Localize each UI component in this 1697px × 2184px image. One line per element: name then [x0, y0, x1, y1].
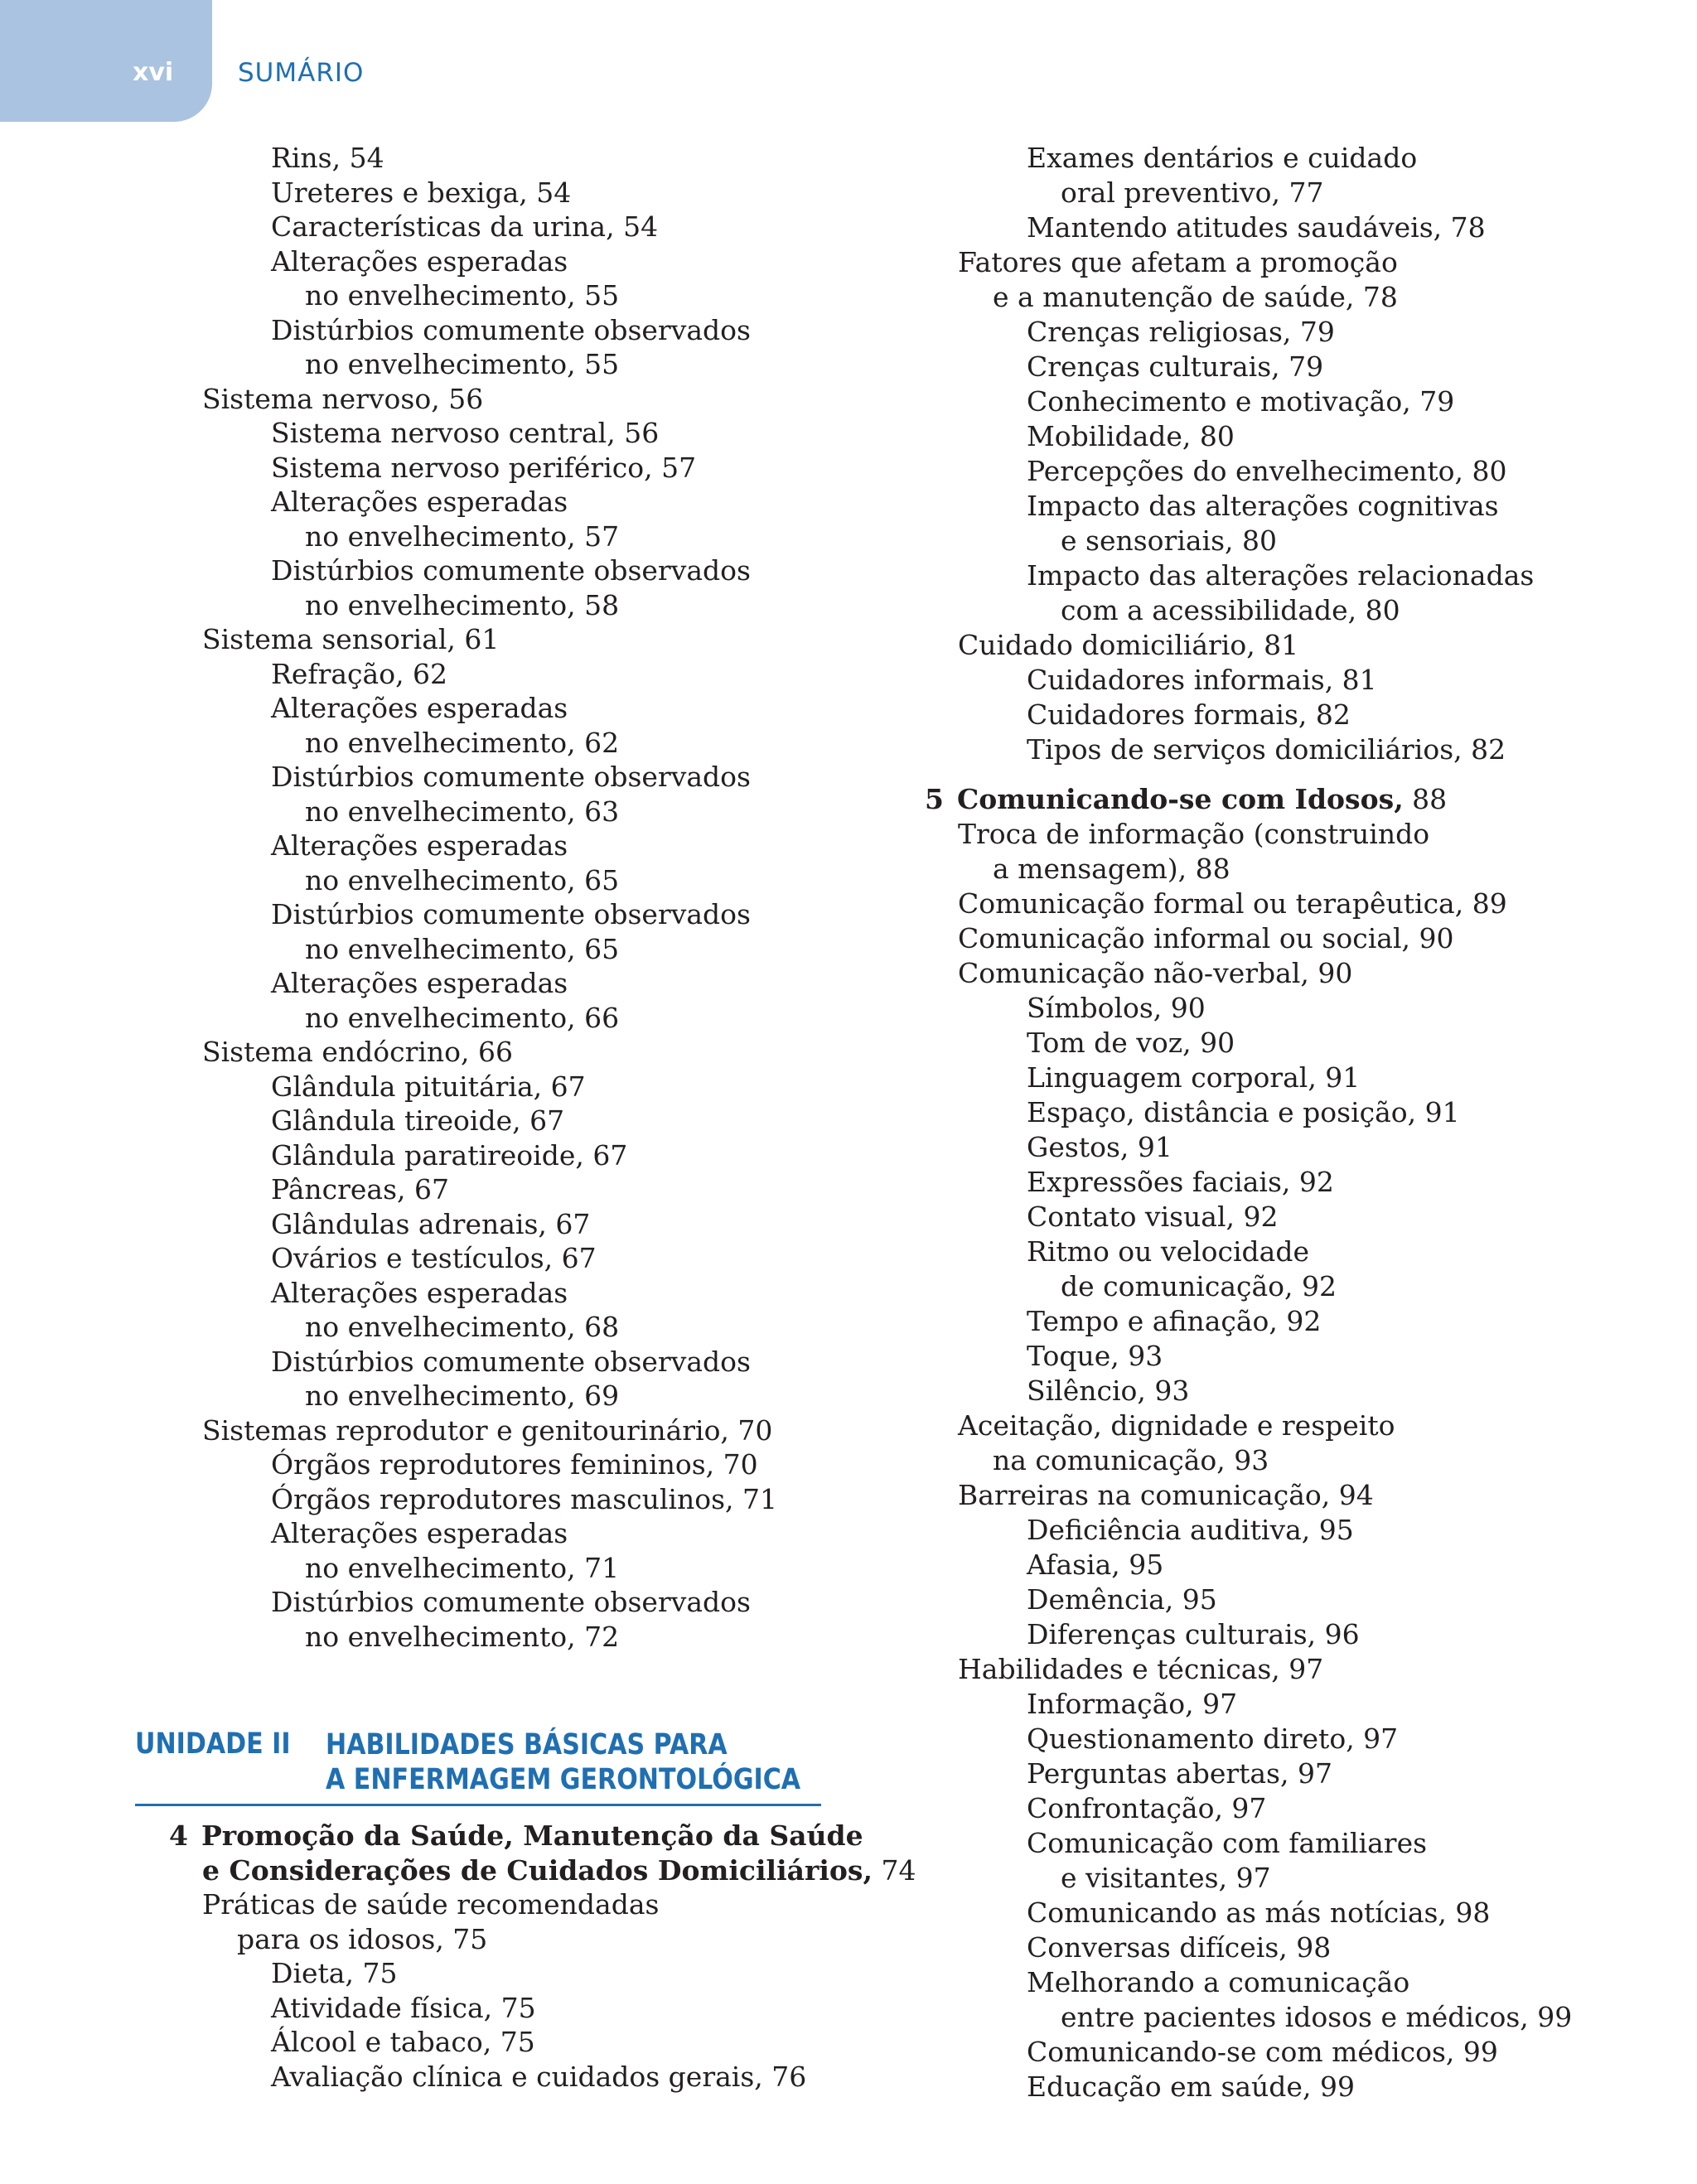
toc-entry-text: Tempo e afinação, 92 — [1027, 1305, 1322, 1337]
toc-entry — [1061, 593, 1400, 628]
page-number-tab — [0, 0, 212, 122]
toc-entry — [958, 956, 1352, 991]
toc-entry-text: Símbolos, 90 — [1027, 992, 1206, 1024]
toc-entry — [271, 1447, 758, 1482]
toc-entry — [271, 1138, 627, 1173]
toc-entry — [1027, 489, 1499, 524]
toc-entry-text: Afasia, 95 — [1027, 1549, 1164, 1581]
toc-entry-text: e visitantes, 97 — [1061, 1862, 1271, 1894]
toc-entry-text: e sensoriais, 80 — [1061, 524, 1278, 557]
toc-entry-text: Educação em saúde, 99 — [1027, 2070, 1355, 2103]
toc-entry — [958, 817, 1429, 852]
toc-entry — [1027, 1756, 1332, 1791]
toc-entry-text: oral preventivo, 77 — [1061, 176, 1324, 209]
toc-chapter-entry — [169, 1819, 863, 1853]
toc-entry — [271, 897, 751, 932]
toc-entry — [305, 1379, 619, 1413]
toc-entry-text: Sistema sensorial, 61 — [202, 623, 500, 655]
toc-entry-text: Mantendo atitudes saudáveis, 78 — [1027, 211, 1486, 244]
toc-entry — [1027, 1235, 1309, 1269]
toc-entry — [305, 795, 619, 829]
toc-entry-text: Órgãos reprodutores femininos, 70 — [271, 1448, 758, 1481]
toc-entry — [271, 1482, 777, 1517]
toc-entry-text: Comunicação formal ou terapêutica, 89 — [958, 887, 1507, 920]
toc-entry — [271, 1241, 597, 1276]
toc-entry — [958, 1652, 1323, 1687]
toc-entry-text: na comunicação, 93 — [993, 1444, 1269, 1476]
toc-entry — [958, 921, 1453, 956]
toc-entry-text: de comunicação, 92 — [1061, 1270, 1337, 1302]
toc-entry-text: Tom de voz, 90 — [1027, 1027, 1235, 1059]
toc-entry — [271, 1172, 449, 1207]
toc-entry — [1027, 384, 1454, 419]
toc-entry — [1027, 350, 1323, 384]
toc-entry — [1027, 2070, 1355, 2104]
toc-entry-text: Dieta, 75 — [271, 1957, 398, 1989]
toc-entry-text: Tipos de serviços domiciliários, 82 — [1027, 733, 1506, 766]
toc-entry-text: Linguagem corporal, 91 — [1027, 1061, 1361, 1094]
toc-entry — [271, 1956, 397, 1991]
toc-entry — [305, 1551, 619, 1586]
toc-entry — [1027, 2035, 1498, 2070]
toc-entry — [271, 966, 568, 1001]
toc-entry — [1027, 1095, 1460, 1130]
toc-entry — [1027, 558, 1534, 593]
toc-entry-text: no envelhecimento, 68 — [305, 1311, 620, 1343]
toc-entry-text: Sistemas reprodutor e genitourinário, 70 — [202, 1413, 773, 1447]
toc-entry-text: Alterações esperadas — [271, 1276, 568, 1309]
toc-entry — [271, 1585, 751, 1620]
toc-chapter-entry — [925, 782, 1447, 817]
toc-entry — [305, 1620, 619, 1655]
toc-entry — [271, 1207, 590, 1242]
toc-entry-text: Ovários e testículos, 67 — [271, 1242, 597, 1274]
toc-entry-text: Demência, 95 — [1027, 1583, 1217, 1616]
toc-entry-text: Álcool e tabaco, 75 — [271, 2026, 535, 2058]
toc-entry — [1061, 524, 1277, 558]
toc-entry-text: no envelhecimento, 55 — [305, 279, 620, 312]
toc-entry — [271, 141, 384, 176]
toc-entry — [271, 1104, 564, 1138]
toc-entry — [1027, 1826, 1427, 1861]
toc-entry-text: Impacto das alterações relacionadas — [1027, 559, 1535, 592]
toc-entry — [271, 657, 447, 692]
toc-entry-text: Silêncio, 93 — [1027, 1375, 1190, 1407]
toc-entry-text: no envelhecimento, 69 — [305, 1379, 620, 1412]
chapter-title: Comunicando-se com Idosos, — [956, 783, 1404, 815]
toc-entry-text: Percepções do envelhecimento, 80 — [1027, 455, 1507, 487]
toc-entry-text: Informação, 97 — [1027, 1688, 1238, 1720]
unit-title — [326, 1727, 800, 1797]
toc-entry — [958, 245, 1398, 280]
toc-entry-text: Perguntas abertas, 97 — [1027, 1757, 1332, 1790]
toc-entry — [1027, 141, 1417, 176]
unit-divider — [135, 1804, 821, 1806]
toc-entry-text: Impacto das alterações cognitivas — [1027, 490, 1499, 522]
toc-entry — [202, 1035, 513, 1070]
toc-entry — [271, 1345, 751, 1379]
running-header-title: SUMÁRIO — [238, 58, 365, 88]
toc-entry-text: Glândulas adrenais, 67 — [271, 1207, 591, 1240]
toc-entry — [271, 829, 568, 863]
toc-entry-text: Espaço, distância e posição, 91 — [1027, 1096, 1460, 1128]
toc-entry — [271, 2025, 535, 2060]
toc-entry — [271, 176, 571, 210]
toc-entry — [271, 1070, 586, 1104]
toc-entry — [958, 887, 1507, 921]
toc-entry — [271, 416, 659, 451]
toc-entry-text: Cuidadores informais, 81 — [1027, 664, 1377, 696]
toc-entry — [271, 451, 696, 486]
page-number: xvi — [133, 58, 174, 87]
toc-entry-text: e a manutenção de saúde, 78 — [993, 281, 1398, 313]
toc-entry-text: Exames dentários e cuidado — [1027, 142, 1418, 174]
toc-entry-text: Deficiência auditiva, 95 — [1027, 1514, 1354, 1546]
toc-entry-text: entre pacientes idosos e médicos, 99 — [1061, 2001, 1573, 2033]
toc-entry-text: Gestos, 91 — [1027, 1131, 1172, 1163]
toc-entry — [1027, 732, 1506, 767]
toc-entry — [271, 1276, 568, 1311]
toc-entry — [305, 1310, 619, 1345]
toc-entry-text: 74 — [873, 1853, 916, 1887]
toc-entry — [271, 1516, 568, 1551]
toc-entry-text: Comunicação com familiares — [1027, 1827, 1428, 1859]
toc-entry — [958, 628, 1298, 663]
toc-entry — [305, 588, 619, 623]
toc-entry — [305, 347, 619, 382]
toc-entry-text: Refração, 62 — [271, 657, 448, 690]
toc-entry-text: Distúrbios comumente observados — [271, 1586, 751, 1618]
toc-entry-text: no envelhecimento, 72 — [305, 1620, 620, 1653]
toc-entry-text: Distúrbios comumente observados — [271, 313, 751, 346]
toc-entry-text: Contato visual, 92 — [1027, 1201, 1279, 1233]
toc-entry — [1027, 1374, 1189, 1408]
toc-entry-text: Crenças culturais, 79 — [1027, 350, 1324, 383]
toc-entry-text: Toque, 93 — [1027, 1340, 1163, 1372]
toc-entry-text: 88 — [1403, 783, 1448, 815]
toc-entry — [305, 932, 619, 967]
toc-entry-text: Alterações esperadas — [271, 692, 568, 724]
toc-entry-text: Características da urina, 54 — [271, 210, 659, 243]
toc-entry-text: Alterações esperadas — [271, 829, 568, 862]
unit-title-line-2: A ENFERMAGEM GERONTOLÓGICA — [326, 1763, 801, 1796]
toc-entry — [993, 852, 1230, 887]
toc-entry — [202, 1887, 659, 1922]
toc-entry-text: Órgãos reprodutores masculinos, 71 — [271, 1482, 777, 1515]
toc-entry — [305, 1001, 619, 1036]
toc-entry-text: Sistema nervoso, 56 — [202, 382, 484, 415]
toc-entry-text: no envelhecimento, 63 — [305, 795, 620, 828]
toc-entry-text: Comunicando-se com médicos, 99 — [1027, 2036, 1498, 2068]
toc-entry — [1027, 1896, 1490, 1930]
toc-entry — [1027, 1548, 1163, 1582]
toc-entry-text: no envelhecimento, 58 — [305, 588, 620, 621]
toc-entry-text: Conversas difíceis, 98 — [1027, 1931, 1332, 1964]
toc-entry — [305, 863, 619, 898]
toc-entry-text: Distúrbios comumente observados — [271, 554, 751, 587]
toc-entry — [1027, 1722, 1398, 1756]
toc-entry-text: Glândula tireoide, 67 — [271, 1104, 565, 1137]
toc-entry-text: a mensagem), 88 — [993, 853, 1230, 885]
toc-entry-text: Conhecimento e motivação, 79 — [1027, 385, 1455, 418]
toc-entry — [1027, 210, 1486, 245]
toc-entry-text: Alterações esperadas — [271, 486, 568, 518]
toc-entry-text: Mobilidade, 80 — [1027, 420, 1235, 452]
toc-entry-text: Ureteres e bexiga, 54 — [271, 176, 572, 209]
toc-entry — [1027, 698, 1351, 732]
toc-entry — [237, 1922, 487, 1957]
toc-entry — [1027, 1165, 1334, 1200]
toc-entry-text: Distúrbios comumente observados — [271, 898, 751, 930]
toc-entry-text: no envelhecimento, 62 — [305, 726, 620, 759]
toc-entry-text: Avaliação clínica e cuidados gerais, 76 — [271, 2060, 807, 2093]
toc-entry — [271, 485, 568, 519]
toc-entry — [202, 1413, 772, 1448]
toc-entry — [271, 244, 568, 279]
toc-entry — [1027, 1304, 1321, 1339]
toc-entry — [1027, 1513, 1354, 1548]
toc-entry-text: no envelhecimento, 57 — [305, 519, 620, 553]
toc-entry-text: no envelhecimento, 55 — [305, 348, 620, 380]
toc-entry-text: Glândula pituitária, 67 — [271, 1070, 586, 1103]
toc-entry-text: no envelhecimento, 71 — [305, 1551, 620, 1584]
toc-entry-text: Alterações esperadas — [271, 244, 568, 278]
toc-entry — [1027, 1687, 1237, 1722]
toc-entry-text: no envelhecimento, 65 — [305, 932, 620, 965]
toc-entry-text: Comunicação não-verbal, 90 — [958, 957, 1353, 989]
toc-entry — [1027, 1617, 1360, 1652]
toc-entry — [271, 313, 751, 348]
toc-entry — [271, 691, 568, 726]
unit-label: UNIDADE II — [135, 1727, 291, 1761]
toc-entry-text: Glândula paratireoide, 67 — [271, 1138, 628, 1172]
toc-entry — [271, 553, 751, 588]
toc-entry — [1027, 1339, 1163, 1374]
toc-entry-text: com a acessibilidade, 80 — [1061, 594, 1400, 626]
chapter-number: 5 — [925, 783, 944, 815]
toc-entry-text: Ritmo ou velocidade — [1027, 1235, 1310, 1268]
toc-entry-text: Distúrbios comumente observados — [271, 1345, 751, 1378]
toc-entry — [1027, 1930, 1331, 1965]
toc-entry — [1027, 1200, 1279, 1235]
toc-entry — [202, 1853, 916, 1888]
toc-entry-text: Atividade física, 75 — [271, 1991, 536, 2024]
toc-entry-text: Alterações esperadas — [271, 1517, 568, 1549]
toc-entry-text: Questionamento direto, 97 — [1027, 1723, 1399, 1755]
toc-entry-text: Aceitação, dignidade e respeito — [958, 1409, 1395, 1442]
unit-title-line-1: HABILIDADES BÁSICAS PARA — [326, 1728, 728, 1761]
toc-entry-text: Distúrbios comumente observados — [271, 761, 751, 793]
chapter-number: 4 — [169, 1819, 188, 1852]
toc-entry — [1061, 1269, 1337, 1304]
toc-entry — [1027, 1061, 1360, 1095]
toc-entry-text: no envelhecimento, 65 — [305, 863, 620, 896]
toc-entry-text: Pâncreas, 67 — [271, 1173, 450, 1206]
toc-entry — [271, 760, 751, 795]
toc-entry-text: Sistema endócrino, 66 — [202, 1036, 514, 1068]
toc-entry — [1027, 315, 1335, 350]
toc-entry — [305, 278, 619, 313]
toc-entry-text: no envelhecimento, 66 — [305, 1001, 620, 1034]
toc-entry-text: Expressões faciais, 92 — [1027, 1166, 1334, 1198]
toc-entry — [1061, 2000, 1572, 2035]
toc-entry-text: Barreiras na comunicação, 94 — [958, 1479, 1374, 1511]
toc-entry-text: Cuidadores formais, 82 — [1027, 698, 1351, 731]
toc-entry-text: Habilidades e técnicas, 97 — [958, 1653, 1324, 1685]
toc-entry — [1027, 454, 1506, 489]
toc-entry-text: Comunicação informal ou social, 90 — [958, 922, 1454, 954]
chapter-title: e Considerações de Cuidados Domiciliários, — [202, 1853, 873, 1887]
toc-entry-text: Diferenças culturais, 96 — [1027, 1618, 1360, 1650]
toc-entry — [1027, 1130, 1172, 1165]
toc-entry — [305, 519, 619, 554]
toc-entry — [271, 2060, 806, 2095]
toc-entry-text: Melhorando a comunicação — [1027, 1966, 1410, 1998]
toc-entry — [1027, 419, 1235, 454]
toc-entry-text: para os idosos, 75 — [237, 1922, 488, 1955]
toc-entry-text: Sistema nervoso central, 56 — [271, 417, 660, 449]
toc-entry — [1027, 1582, 1217, 1617]
toc-entry-text: Crenças religiosas, 79 — [1027, 316, 1335, 348]
toc-entry-text: Práticas de saúde recomendadas — [202, 1888, 660, 1921]
toc-entry — [1061, 1861, 1271, 1896]
toc-entry — [305, 726, 619, 761]
toc-entry-text: Troca de informação (construindo — [958, 818, 1430, 850]
toc-entry — [1027, 1026, 1235, 1061]
toc-entry-text: Alterações esperadas — [271, 967, 568, 999]
toc-entry — [202, 382, 483, 417]
toc-entry — [958, 1478, 1374, 1513]
toc-entry-text: Confrontação, 97 — [1027, 1792, 1267, 1824]
toc-entry-text: Fatores que afetam a promoção — [958, 246, 1398, 278]
toc-entry-text: Rins, 54 — [271, 142, 384, 174]
toc-entry — [202, 622, 499, 657]
toc-entry — [1027, 1965, 1409, 2000]
chapter-title: Promoção da Saúde, Manutenção da Saúde — [201, 1819, 863, 1852]
toc-entry — [958, 1408, 1395, 1443]
toc-entry-text: Sistema nervoso periférico, 57 — [271, 451, 697, 484]
toc-entry-text: Comunicando as más notícias, 98 — [1027, 1897, 1491, 1929]
toc-entry — [1027, 1791, 1266, 1826]
toc-entry — [993, 280, 1398, 315]
toc-entry — [1027, 991, 1206, 1026]
toc-entry — [271, 210, 658, 244]
toc-entry — [271, 1991, 536, 2026]
toc-entry — [1027, 663, 1377, 698]
toc-entry — [1061, 176, 1324, 210]
toc-entry-text: Cuidado domiciliário, 81 — [958, 629, 1299, 661]
toc-entry — [993, 1443, 1269, 1478]
